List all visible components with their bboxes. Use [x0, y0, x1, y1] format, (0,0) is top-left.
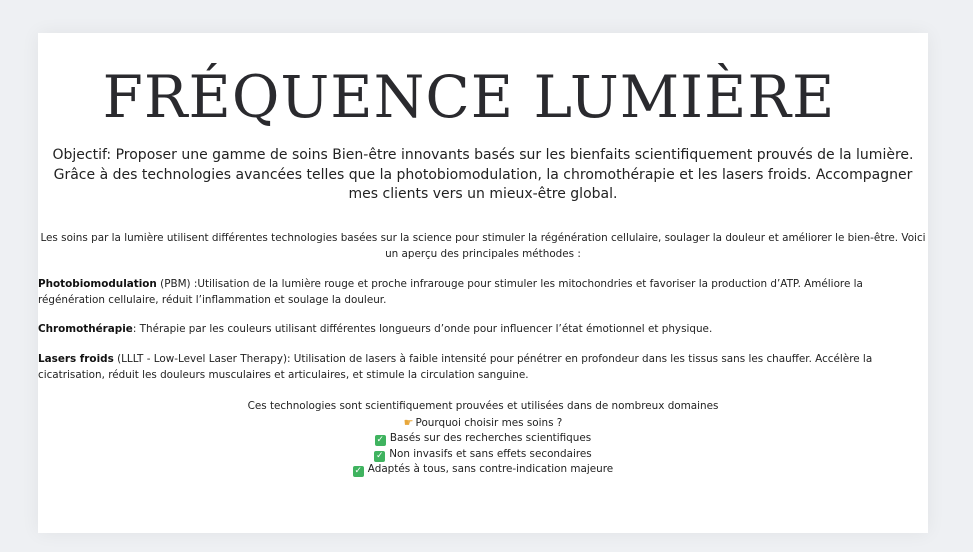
why-choose-text: Pourquoi choisir mes soins ? — [415, 416, 563, 429]
content-card — [38, 33, 928, 533]
section-description: (LLLT - Low-Level Laser Therapy): Utilisation de lasers à faible intensité pour pénétrer en profondeur dans les tissus sans les chauffer. Accélère la cicatrisation, réduit les douleurs musculaires et articulaires, et stimule la circulation sanguine. — [38, 353, 873, 381]
section-photobiomodulation — [38, 277, 928, 308]
section-chromotherapie — [38, 322, 928, 338]
section-term: Photobiomodulation — [38, 278, 157, 290]
benefit-text: Basés sur des recherches scientifiques — [389, 432, 592, 444]
benefit-item — [38, 462, 928, 478]
benefit-text: Adaptés à tous, sans contre-indication majeure — [367, 463, 614, 475]
intro-text: Les soins par la lumière utilisent différentes technologies basées sur la science pour stimuler la régénération cellulaire, soulager la douleur et améliorer le bien-être. Voici un aperçu des principales méthodes : — [40, 232, 926, 260]
check-mark-icon: ✓ — [376, 435, 385, 445]
page-title: FRÉQUENCE LUMIÈRE — [102, 63, 836, 131]
benefit-item — [38, 431, 928, 447]
benefit-text: Non invasifs et sans effets secondaires — [389, 447, 592, 460]
check-mark-icon: ✓ — [354, 466, 363, 476]
section-description: : Thérapie par les couleurs utilisant différentes longueurs d’onde pour influencer l’état émotionnel et physique. — [132, 323, 713, 335]
why-choose-line — [38, 415, 928, 432]
closing-block — [38, 399, 928, 478]
section-description: (PBM) :Utilisation de la lumière rouge et proche infrarouge pour stimuler les mitochondries et favoriser la production d’ATP. Améliore la régénération cellulaire, réduit l’inflammation et soulage la douleur. — [38, 278, 863, 306]
check-mark-icon: ✓ — [376, 450, 384, 461]
benefit-item — [38, 447, 928, 463]
pointing-hand-icon: ☛ — [403, 415, 414, 429]
closing-line: Ces technologies sont scientifiquement prouvées et utilisées dans de nombreux domaines — [247, 400, 719, 412]
section-lasers-froids — [38, 352, 928, 383]
section-term: Lasers froids — [38, 353, 114, 365]
objective-text: Objectif: Proposer une gamme de soins Bien-être innovants basés sur les bienfaits scientifiquement prouvés de la lumière. Grâce à des technologies avancées telles que la photobiomodulation, la chromothérapie et les lasers froids. Accompagner mes clients vers un mieux-être global. — [52, 147, 914, 202]
section-term: Chromothérapie — [38, 323, 133, 335]
